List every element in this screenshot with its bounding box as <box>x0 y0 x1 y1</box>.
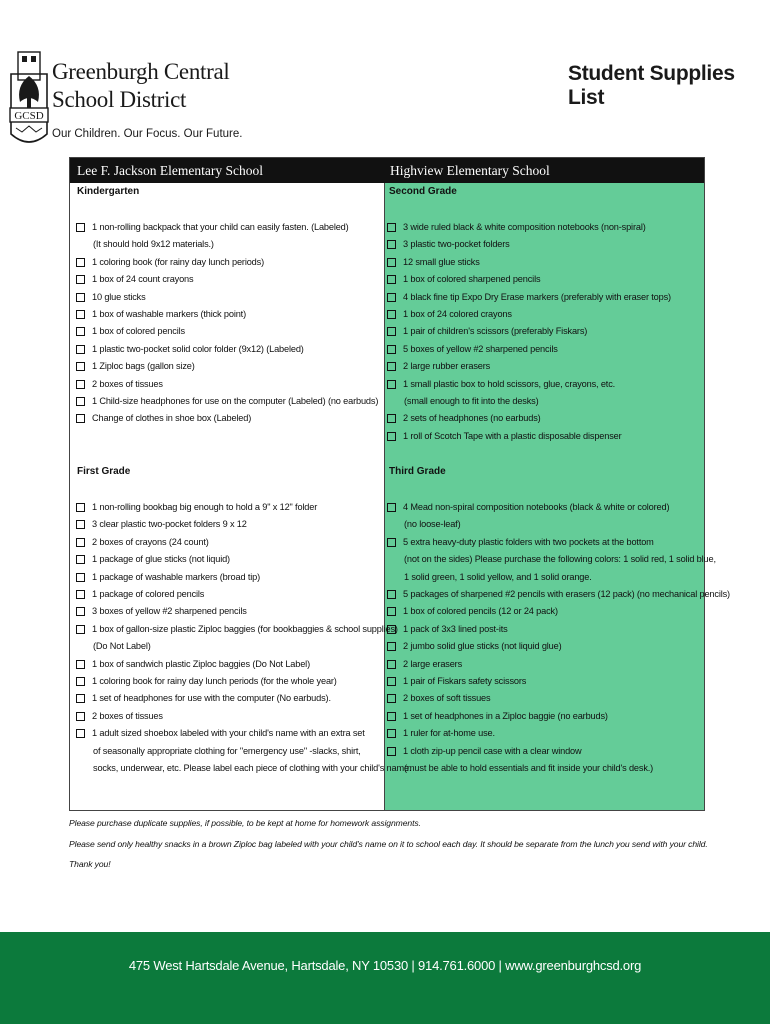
district-name <box>52 58 229 114</box>
third-grade-list <box>387 499 730 778</box>
supply-item <box>76 341 378 358</box>
supply-item-text: (Do Not Label) <box>93 641 151 652</box>
supply-item-text: of seasonally appropriate clothing for "emergency use" -slacks, shirt, <box>93 745 361 756</box>
supply-item-text: 5 extra heavy-duty plastic folders with two pockets at the bottom <box>403 536 654 547</box>
checkbox-icon[interactable] <box>387 712 396 721</box>
checkbox-icon[interactable] <box>76 660 85 669</box>
supply-item <box>387 428 671 445</box>
note-duplicate-supplies: Please purchase duplicate supplies, if possible, to be kept at home for homework assignments. <box>69 818 421 828</box>
checkbox-icon[interactable] <box>387 432 396 441</box>
supply-item-text: 2 boxes of tissues <box>92 378 163 389</box>
checkbox-icon[interactable] <box>76 258 85 267</box>
supply-item-text: socks, underwear, etc. Please label each piece of clothing with your child's name. <box>93 763 412 774</box>
kindergarten-list <box>76 219 378 428</box>
supply-item-text: 1 non-rolling bookbag big enough to hold a 9" x 12" folder <box>92 502 318 512</box>
supply-item <box>76 586 411 603</box>
district-line-2: School District <box>52 87 187 112</box>
note-thank-you: Thank you! <box>69 859 111 869</box>
supply-item <box>76 393 378 410</box>
supply-item-text: 1 set of headphones in a Ziploc baggie (no earbuds) <box>403 710 608 721</box>
supply-item-text: 1 box of colored sharpened pencils <box>403 274 541 285</box>
supply-item <box>76 673 411 690</box>
supply-item-text: 2 jumbo solid glue sticks (not liquid glue) <box>403 641 562 652</box>
supply-item-text: 1 box of gallon-size plastic Ziploc baggies (for bookbaggies & school supplies) <box>92 623 398 634</box>
grade-heading-second: Second Grade <box>389 186 457 197</box>
supply-item-text: 1 box of sandwich plastic Ziploc baggies (Do Not Label) <box>92 658 310 669</box>
grade-heading-first: First Grade <box>77 466 131 477</box>
notes-section <box>69 813 709 875</box>
checkbox-icon[interactable] <box>387 380 396 389</box>
supply-item-text: 2 large erasers <box>403 658 463 669</box>
supply-item-text: 10 glue sticks <box>92 291 146 302</box>
supply-item <box>76 236 378 253</box>
checkbox-icon[interactable] <box>76 414 85 423</box>
supply-item <box>387 219 671 236</box>
supply-item <box>387 603 730 620</box>
supply-item <box>76 358 378 375</box>
supply-item <box>387 708 730 725</box>
supply-item <box>387 376 671 393</box>
checkbox-icon[interactable] <box>387 625 396 634</box>
supply-item <box>76 376 378 393</box>
supply-item <box>76 254 378 271</box>
supply-item <box>76 410 378 427</box>
supply-item <box>76 708 411 725</box>
district-tagline: Our Children. Our Focus. Our Future. <box>52 128 243 140</box>
supply-item <box>76 725 411 742</box>
second-grade-list <box>387 219 671 445</box>
checkbox-icon[interactable] <box>76 590 85 599</box>
checkbox-icon[interactable] <box>76 555 85 564</box>
page-title: Student Supplies List <box>568 62 735 109</box>
grade-heading-kindergarten: Kindergarten <box>77 186 140 197</box>
supply-item-text: 1 box of colored pencils <box>92 326 185 337</box>
supply-item <box>387 621 730 638</box>
supply-item <box>387 393 671 410</box>
supply-item <box>76 516 411 533</box>
supply-item-text: 1 small plastic box to hold scissors, glue, crayons, etc. <box>403 378 616 389</box>
supply-item <box>387 534 730 551</box>
supply-item <box>76 499 411 516</box>
supply-item-text: (no loose-leaf) <box>404 519 461 530</box>
supply-item-text: 3 plastic two-pocket folders <box>403 239 510 250</box>
checkbox-icon[interactable] <box>76 573 85 582</box>
supply-item <box>387 638 730 655</box>
checkbox-icon[interactable] <box>387 414 396 423</box>
checkbox-icon[interactable] <box>76 310 85 319</box>
checkbox-icon[interactable] <box>76 538 85 547</box>
supply-item-text: (It should hold 9x12 materials.) <box>93 239 214 250</box>
supply-item-text: 4 black fine tip Expo Dry Erase markers (preferably with eraser tops) <box>403 291 671 302</box>
supply-item-text: 1 package of washable markers (broad tip) <box>92 571 260 582</box>
supply-item <box>76 621 411 638</box>
supply-item-text: 12 small glue sticks <box>403 256 480 267</box>
supplies-table <box>69 157 730 811</box>
checkbox-icon[interactable] <box>76 293 85 302</box>
supply-item-text: 1 Ziploc bags (gallon size) <box>92 361 195 372</box>
supply-item <box>76 534 411 551</box>
supply-item-text: 1 pack of 3x3 lined post-its <box>403 623 508 634</box>
checkbox-icon[interactable] <box>387 607 396 616</box>
checkbox-icon[interactable] <box>387 223 396 232</box>
supply-item <box>76 569 411 586</box>
supply-item <box>76 743 411 760</box>
supply-item <box>387 760 730 777</box>
supply-item <box>76 271 378 288</box>
supply-item <box>76 289 378 306</box>
checkbox-icon[interactable] <box>387 729 396 738</box>
supply-item <box>387 725 730 742</box>
checkbox-icon[interactable] <box>387 240 396 249</box>
supply-item-text: 4 Mead non-spiral composition notebooks (black & white or colored) <box>403 502 670 512</box>
supply-item-text: 2 boxes of soft tissues <box>403 693 491 704</box>
supply-item <box>387 323 671 340</box>
supply-item <box>76 219 378 236</box>
supply-item-text: 2 large rubber erasers <box>403 361 491 372</box>
checkbox-icon[interactable] <box>76 694 85 703</box>
first-grade-list <box>76 499 411 778</box>
supply-item-text: 3 boxes of yellow #2 sharpened pencils <box>92 606 247 617</box>
checkbox-icon[interactable] <box>387 590 396 599</box>
supply-item-text: 1 non-rolling backpack that your child can easily fasten. (Labeled) <box>92 222 349 232</box>
supply-item-text: 1 coloring book (for rainy day lunch periods) <box>92 256 264 267</box>
supply-item <box>387 551 730 568</box>
supply-item-text: 1 adult sized shoebox labeled with your child's name with an extra set <box>92 728 365 739</box>
note-healthy-snacks: Please send only healthy snacks in a brown Ziploc bag labeled with your child's name on it to school each day. It should be separate from the lunch you send with your child. <box>69 838 708 849</box>
supply-item <box>387 341 671 358</box>
footer-address: 475 West Hartsdale Avenue, Hartsdale, NY 10530 | 914.761.6000 | www.greenburghcsd.org <box>128 958 642 973</box>
supply-item-text: 1 pair of children's scissors (preferably Fiskars) <box>403 326 588 337</box>
checkbox-icon[interactable] <box>76 345 85 354</box>
supply-item-text: 3 clear plastic two-pocket folders 9 x 12 <box>92 519 247 530</box>
supply-item-text: 1 coloring book for rainy day lunch periods (for the whole year) <box>92 676 337 687</box>
supply-item-text: 1 plastic two-pocket solid color folder (9x12) (Labeled) <box>92 343 304 354</box>
supply-item <box>76 306 378 323</box>
supply-item <box>76 603 411 620</box>
checkbox-icon[interactable] <box>76 712 85 721</box>
supply-item-text: 1 roll of Scotch Tape with a plastic disposable dispenser <box>403 430 622 441</box>
supply-item-text: 1 pair of Fiskars safety scissors <box>403 676 527 687</box>
checkbox-icon[interactable] <box>387 747 396 756</box>
supply-item <box>76 656 411 673</box>
checkbox-icon[interactable] <box>76 677 85 686</box>
logo-text: GCSD <box>14 110 44 122</box>
supply-item-text: (must be able to hold essentials and fit inside your child's desk.) <box>404 763 654 774</box>
supply-item-text: 1 box of colored pencils (12 or 24 pack) <box>403 606 558 617</box>
supply-item <box>76 690 411 707</box>
supply-item-text: 1 ruler for at-home use. <box>403 728 495 739</box>
district-logo <box>8 46 50 150</box>
supply-item-text: 1 cloth zip-up pencil case with a clear window <box>403 745 582 756</box>
checkbox-icon[interactable] <box>76 275 85 284</box>
supply-item-text: 1 set of headphones for use with the computer (No earbuds). <box>92 693 331 704</box>
supply-item <box>387 254 671 271</box>
supply-item <box>387 656 730 673</box>
supply-item-text: 1 package of colored pencils <box>92 589 205 600</box>
checkbox-icon[interactable] <box>76 503 85 512</box>
checkbox-icon[interactable] <box>387 362 396 371</box>
supply-item-text: (small enough to fit into the desks) <box>404 396 539 407</box>
supply-item-text: 2 sets of headphones (no earbuds) <box>403 413 541 424</box>
checkbox-icon[interactable] <box>387 293 396 302</box>
supply-item <box>387 516 730 533</box>
checkbox-icon[interactable] <box>76 520 85 529</box>
supply-item-text: (not on the sides) Please purchase the following colors: 1 solid red, 1 solid blue, <box>404 554 716 565</box>
supply-item <box>76 323 378 340</box>
checkbox-icon[interactable] <box>387 327 396 336</box>
supply-item <box>387 236 671 253</box>
checkbox-icon[interactable] <box>387 275 396 284</box>
school-header-highview: Highview Elementary School <box>384 158 704 183</box>
checkbox-icon[interactable] <box>387 345 396 354</box>
supply-item-text: Change of clothes in shoe box (Labeled) <box>92 413 252 424</box>
supply-item-text: 1 solid green, 1 solid yellow, and 1 solid orange. <box>404 571 592 582</box>
supply-item <box>387 499 730 516</box>
supply-item-text: 5 packages of sharpened #2 pencils with erasers (12 pack) (no mechanical pencils) <box>403 589 730 600</box>
checkbox-icon[interactable] <box>387 660 396 669</box>
supply-item <box>387 289 671 306</box>
checkbox-icon[interactable] <box>76 607 85 616</box>
supply-item <box>387 306 671 323</box>
district-line-1: Greenburgh Central <box>52 59 230 84</box>
checkbox-icon[interactable] <box>76 625 85 634</box>
supply-item-text: 2 boxes of tissues <box>92 710 163 721</box>
footer-band <box>0 932 770 1024</box>
supply-item <box>387 673 730 690</box>
checkbox-icon[interactable] <box>387 310 396 319</box>
supply-item <box>387 410 671 427</box>
supply-item <box>76 638 411 655</box>
checkbox-icon[interactable] <box>387 258 396 267</box>
checkbox-icon[interactable] <box>76 327 85 336</box>
checkbox-icon[interactable] <box>76 362 85 371</box>
grade-heading-third: Third Grade <box>389 466 446 477</box>
checkbox-icon[interactable] <box>387 503 396 512</box>
supply-item <box>387 690 730 707</box>
supply-item-text: 3 wide ruled black & white composition notebooks (non-spiral) <box>403 222 646 232</box>
supply-item-text: 1 box of 24 colored crayons <box>403 309 512 320</box>
supply-item <box>76 551 411 568</box>
checkbox-icon[interactable] <box>387 694 396 703</box>
checkbox-icon[interactable] <box>76 397 85 406</box>
checkbox-icon[interactable] <box>387 538 396 547</box>
supply-item-text: 2 boxes of crayons (24 count) <box>92 536 209 547</box>
supply-item <box>387 569 730 586</box>
checkbox-icon[interactable] <box>76 380 85 389</box>
supply-item <box>387 271 671 288</box>
supply-item-text: 1 box of washable markers (thick point) <box>92 309 246 320</box>
checkbox-icon[interactable] <box>387 642 396 651</box>
supply-item <box>387 586 730 603</box>
supply-item-text: 5 boxes of yellow #2 sharpened pencils <box>403 343 558 354</box>
supply-item-text: 1 Child-size headphones for use on the computer (Labeled) (no earbuds) <box>92 396 379 407</box>
checkbox-icon[interactable] <box>76 223 85 232</box>
school-header-jackson: Lee F. Jackson Elementary School <box>70 158 384 183</box>
supply-item <box>387 358 671 375</box>
checkbox-icon[interactable] <box>387 677 396 686</box>
supply-item-text: 1 package of glue sticks (not liquid) <box>92 554 230 565</box>
supply-item-text: 1 box of 24 count crayons <box>92 274 194 285</box>
supply-item <box>387 743 730 760</box>
checkbox-icon[interactable] <box>76 729 85 738</box>
supply-item <box>76 760 411 777</box>
